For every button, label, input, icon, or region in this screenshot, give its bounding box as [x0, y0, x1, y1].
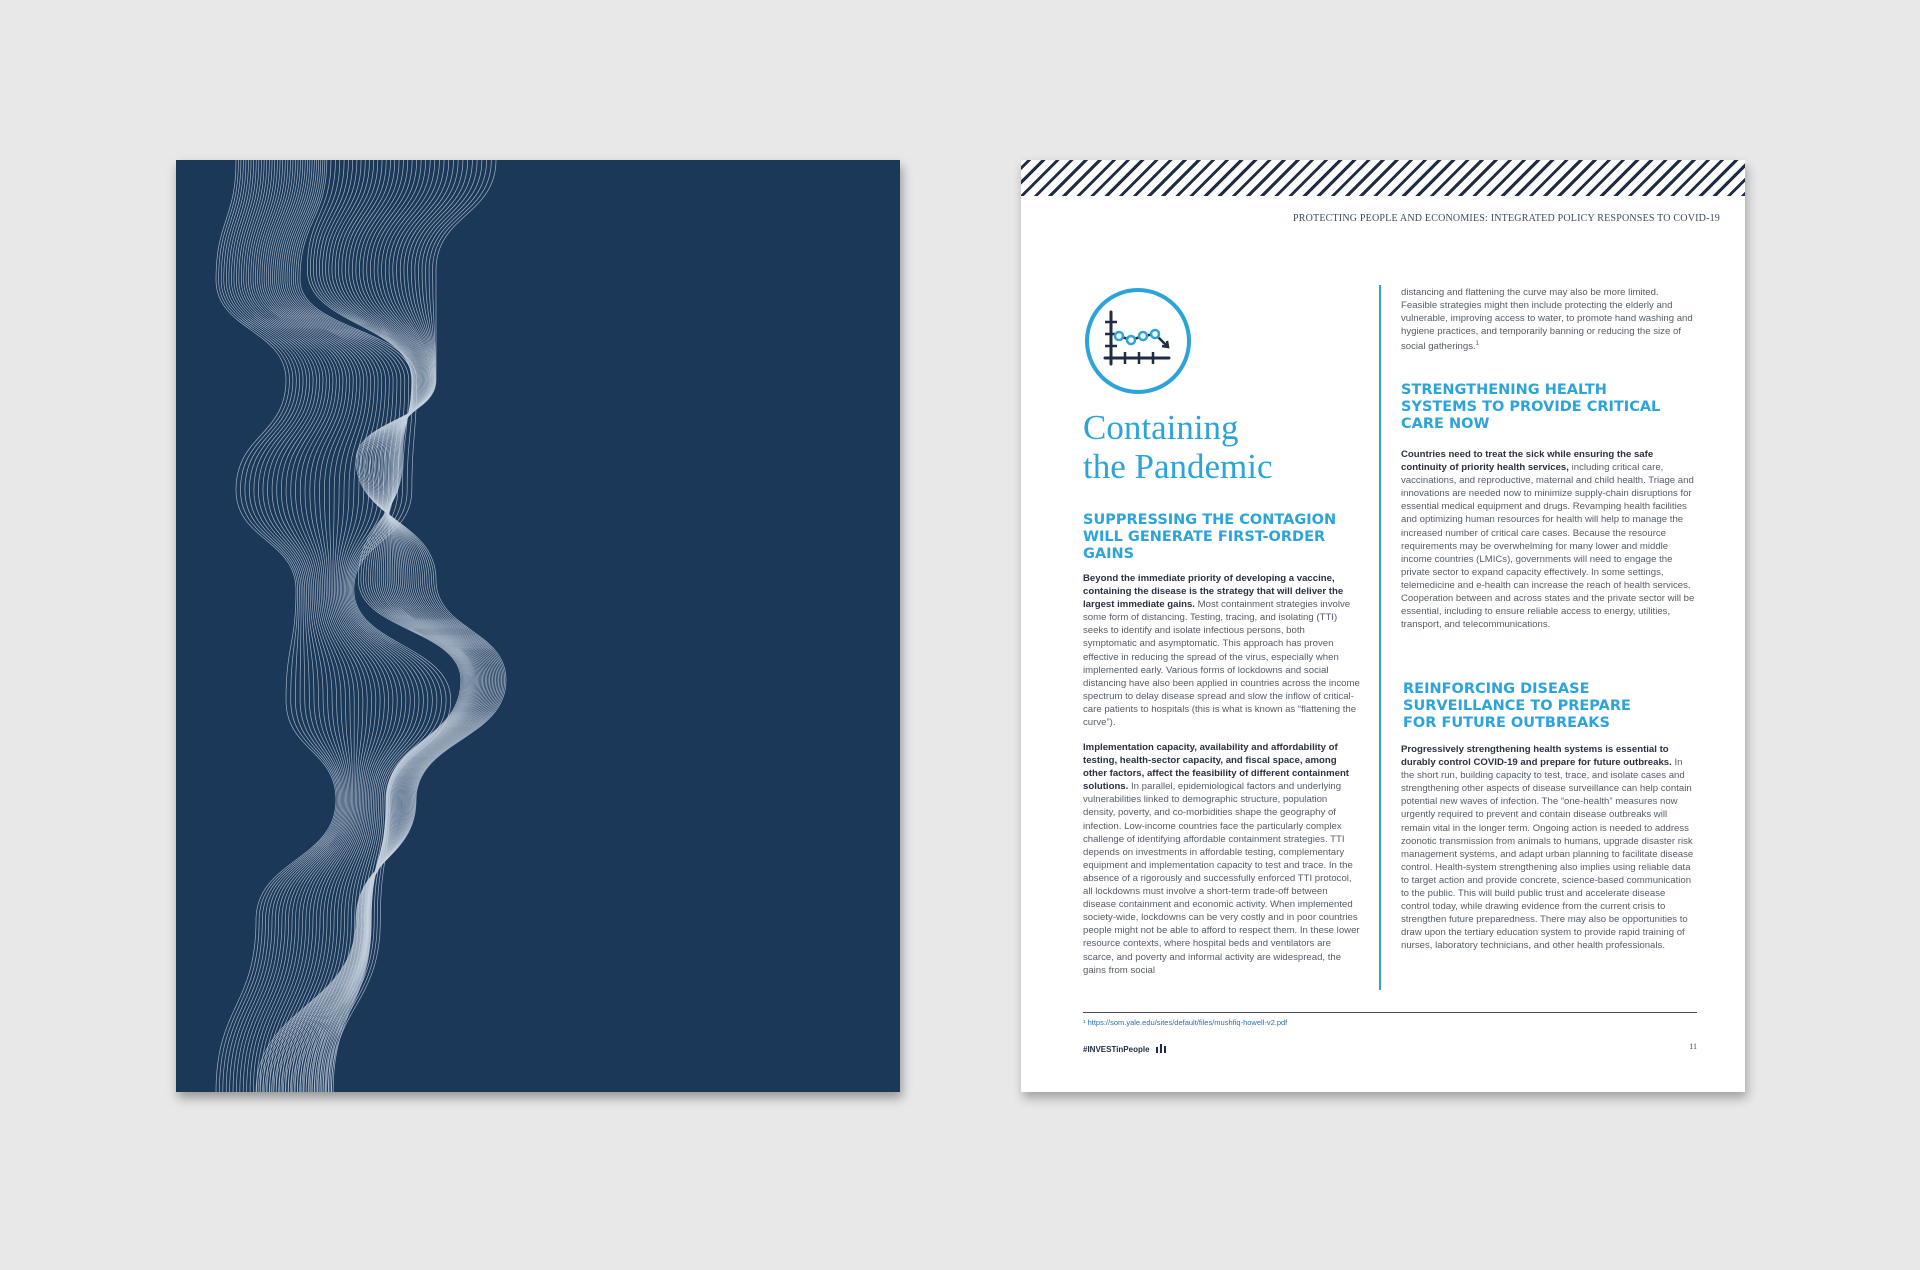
- paragraph-containment: Beyond the immediate priority of developing a vaccine, containing the disease is the strategy that will deliver the largest immediate gains. Most containment strategies involve some form of distancing. Testing, tracing, and isolating (TTI) seeks to identify and isolate infectious persons, both symptomatic and asymptomatic. This approach has proven effective in reducing the spread of the virus, especially when implemented early. Various forms of lockdowns and social distancing have also been applied in countries across the income spectrum to delay disease spread and slow the inflow of critical-care patients to hospitals (this is what is known as “flattening the curve”).: [1083, 573, 1360, 729]
- diagonal-stripe-band: [1021, 160, 1745, 196]
- content-page: [1021, 160, 1745, 1092]
- paragraph-continuation: distancing and flattening the curve may also be more limited. Feasible strategies might then include protecting the elderly and vulnerable, improving access to water, to promote hand washing and hygiene practices, and temporarily banning or reducing the size of social gatherings.$^1$: [1401, 287, 1693, 353]
- footnote-link[interactable]: ¹ https://som.yale.edu/sites/default/files/mushfiq-howell-v2.pdf: [1083, 1018, 1288, 1027]
- wave-line: [286, 160, 487, 1092]
- wave-line: [277, 160, 402, 1092]
- running-head: PROTECTING PEOPLE AND ECONOMIES: INTEGRATED POLICY RESPONSES TO COVID-19: [1292, 213, 1720, 224]
- column-divider: [1379, 285, 1381, 990]
- line-chart-icon: [1083, 286, 1193, 396]
- wave-line: [322, 160, 468, 1092]
- cover-page: [176, 160, 900, 1092]
- invest-in-people-logo: #INVESTinPeople: [1083, 1043, 1166, 1054]
- paragraph-implementation: Implementation capacity, availability and affordability of testing, health-sector capacity, and fiscal space, among other factors, affect the feasibility of different containment solutions. In parallel, epidemiological factors and underlying vulnerabilities linked to demographic structure, population density, poverty, and co-morbidities shape the geography of infection. Low-income countries face the particularly complex challenge of identifying affordable containment strategies. TTI depends on investments in affordable testing, complementary equipment and implementation capacity to test and trace. In the absence of a rigorously and successfully enforced TTI protocol, all lockdowns must involve a short-term trade-off between disease containment and economic activity. When implemented society-wide, lockdowns can be very costly and in poor countries people might not be able to afford to respect them. In these lower resource contexts, where hospital beds and ventilators are scarce, and poverty and informal activity are widespread, the gains from social: [1083, 742, 1360, 976]
- section-heading-suppressing: SUPPRESSING THE CONTAGION WILL GENERATE FIRST-ORDER GAINS: [1083, 512, 1337, 562]
- footer-rule: [1083, 1012, 1697, 1013]
- paragraph-health-systems: Countries need to treat the sick while ensuring the safe continuity of priority health services, including critical care, vaccinations, and reproductive, maternal and child health. Triage and innovations are needed now to minimize supply-chain disruptions for essential medical equipment and drugs. Revamping health facilities and optimizing human resources for health will help to manage the increased number of critical care cases. Because the resource requirements may be overwhelming for many lower and middle income countries (LMICs), governments will need to engage the private sector to expand capacity effectively. In some settings, telemedicine and e-health can increase the reach of health services. Cooperation between and across states and the private sector will be essential, including to ensure reliable access to energy, utilities, transport, and telecommunications.: [1401, 449, 1695, 631]
- wave-line: [258, 160, 504, 1092]
- section-heading-strengthening: STRENGTHENING HEALTH SYSTEMS TO PROVIDE CRITICAL CARE NOW: [1401, 382, 1661, 432]
- bar-logo-icon: [1156, 1043, 1166, 1053]
- page-number: 11: [1689, 1042, 1697, 1051]
- page-title: Containing the Pandemic: [1083, 408, 1273, 486]
- paragraph-surveillance: Progressively strengthening health systems is essential to durably control COVID-19 and prepare for future outbreaks. In the short run, building capacity to test, trace, and isolate cases and strengthening other aspects of disease surveillance can help contain potential new waves of infection. The “one-health” measures now urgently required to prevent and contain disease outbreaks will remain vital in the longer term. Ongoing action is needed to address zoonotic transmission from animals to humans, upgrade disaster risk management systems, and adapt urban planning to facilitate disease control. Health-system strengthening also implies using reliable data to target action and provide concrete, science-based communication to the public. This will build public trust and accelerate disease control today, while drawing evidence from the current crisis to strengthen future preparedness. There may also be opportunities to draw upon the tertiary education system to provide rapid training of nurses, laboratory technicians, and other health professionals.: [1401, 744, 1694, 952]
- section-heading-surveillance: REINFORCING DISEASE SURVEILLANCE TO PREPARE FOR FUTURE OUTBREAKS: [1403, 681, 1631, 731]
- wave-line: [239, 160, 347, 1092]
- wave-line: [316, 160, 470, 1092]
- wave-line-artwork: [176, 160, 900, 1092]
